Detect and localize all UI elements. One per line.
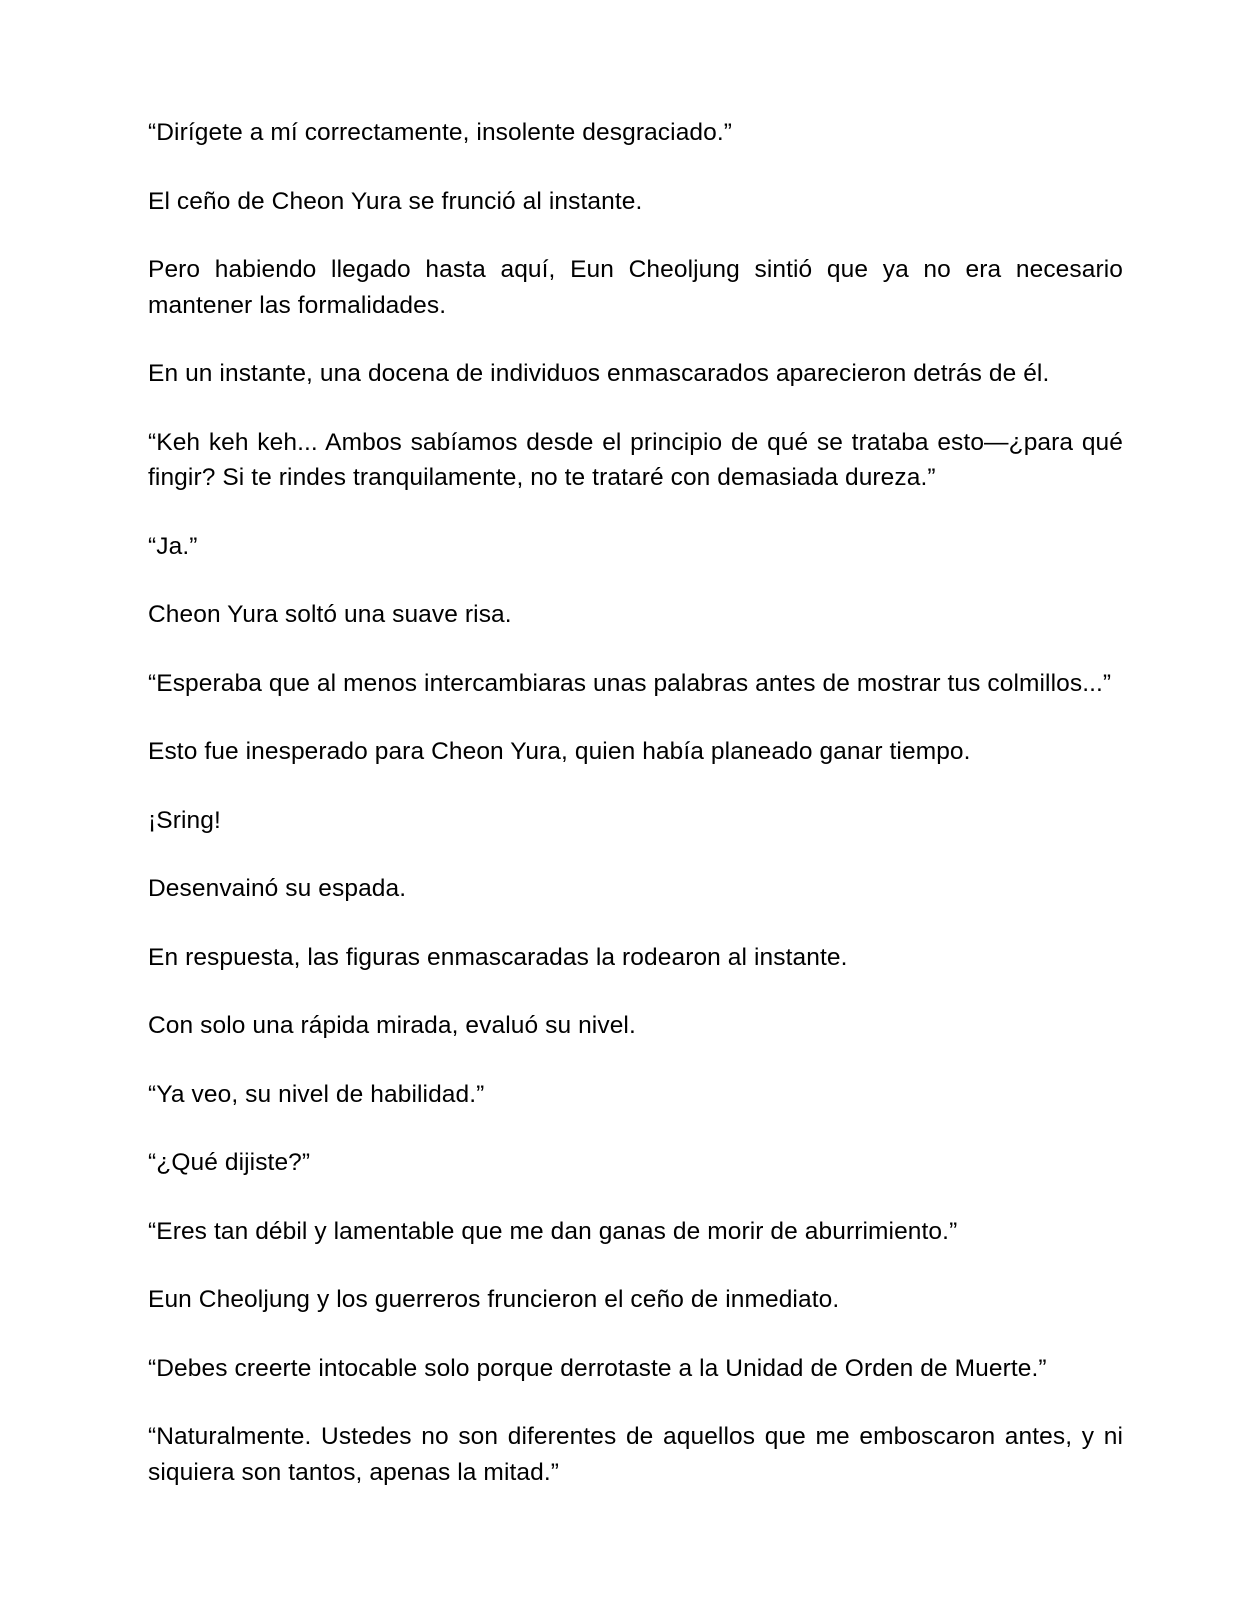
paragraph: Pero habiendo llegado hasta aquí, Eun Cheoljung sintió que ya no era necesario mantener las formalidades. [148, 256, 1123, 319]
paragraph: “Debes creerte intocable solo porque derrotaste a la Unidad de Orden de Muerte.” [148, 1354, 1047, 1382]
paragraph: Cheon Yura soltó una suave risa. [148, 601, 512, 628]
paragraph: El ceño de Cheon Yura se frunció al instante. [148, 187, 643, 215]
paragraph: “¿Qué dijiste?” [148, 1149, 311, 1176]
paragraph: En un instante, una docena de individuos enmascarados aparecieron detrás de él. [148, 360, 1050, 387]
paragraph: “Keh keh keh... Ambos sabíamos desde el principio de qué se trataba esto—¿para qué fingir? Si te rindes tranquilamente, no te trataré con demasiada dureza.” [148, 428, 1123, 491]
paragraph: “Naturalmente. Ustedes no son diferentes de aquellos que me emboscaron antes, y ni siquiera son tantos, apenas la mitad.” [148, 1423, 1123, 1486]
paragraph: En respuesta, las figuras enmascaradas la rodearon al instante. [148, 943, 848, 971]
document-body [148, 115, 1123, 1523]
paragraph: Desenvainó su espada. [148, 875, 407, 902]
paragraph: “Dirígete a mí correctamente, insolente desgraciado.” [148, 119, 733, 146]
paragraph: ¡Sring! [148, 806, 221, 834]
paragraph: Eun Cheoljung y los guerreros fruncieron el ceño de inmediato. [148, 1286, 840, 1313]
paragraph: Con solo una rápida mirada, evaluó su nivel. [148, 1012, 636, 1039]
paragraph: “Ja.” [148, 532, 198, 560]
paragraph: “Eres tan débil y lamentable que me dan ganas de morir de aburrimiento.” [148, 1217, 958, 1245]
paragraph: “Ya veo, su nivel de habilidad.” [148, 1080, 485, 1108]
paragraph: “Esperaba que al menos intercambiaras unas palabras antes de mostrar tus colmillos...” [148, 669, 1112, 697]
paragraph: Esto fue inesperado para Cheon Yura, quien había planeado ganar tiempo. [148, 738, 971, 765]
